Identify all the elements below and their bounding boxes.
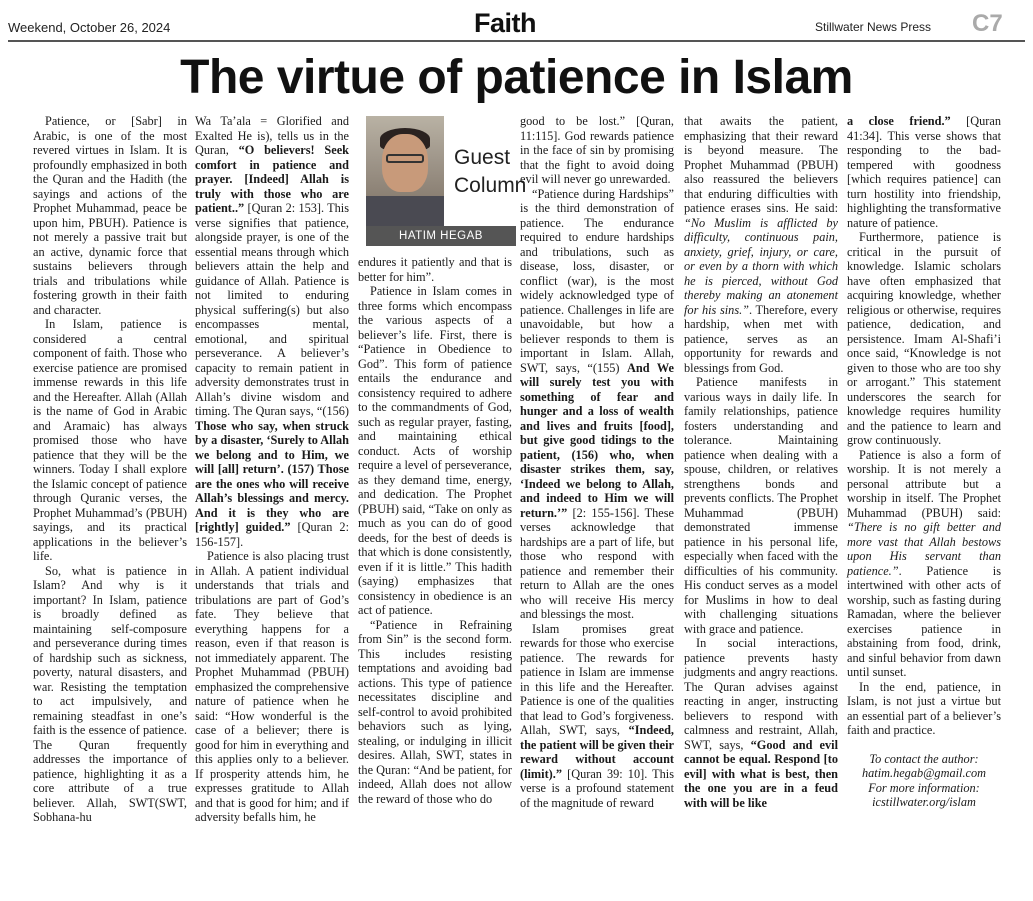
newspaper-name: Stillwater News Press bbox=[815, 20, 932, 34]
article-column-6: a close friend.” [Quran 41:34]. This verse shows that responding to the bad-tempered with goodness [which requires patience] can turn hostility into friendship, highlighting the transformative nature of patience. Furthermore, patience is critical in the pursuit of knowledge. Islamic scholars have often emphasized that acquiring knowledge, whether religious or otherwise, requires patience, dedication, and persistence. Imam Al-Shafi’i once said, “Knowledge is not given to those who are too shy or arrogant.” This statement underscores the search for knowledge requires humility and the patience to learn and grow continuously. Patience is also a form of worship. It is not merely a personal attribute but a worship in itself. The Prophet Muhammad (PBUH) said: “There is no gift better and more vast that Allah bestows upon His servant than patience.”. Patience is intertwined with other acts of worship, such as fasting during Ramadan, where the believer exercises patience in abstaining from food, drink, and sinful behavior from dawn until sunset. In the end, patience, in Islam, is not just a virtue but an essential part of a believer’s faith and practice. To contact the author: hatim.hegab@gmail.com For more information: icstillwater.org/islam bbox=[847, 114, 1001, 809]
guest-label-line-2: Column bbox=[454, 174, 527, 197]
contact-email[interactable]: hatim.hegab@gmail.com bbox=[861, 766, 987, 780]
issue-date: Weekend, October 26, 2024 bbox=[8, 20, 171, 35]
article-column-1: Patience, or [Sabr] in Arabic, is one of the most revered virtues in Islam. It is profoundly emphasized in both the Quran and the Hadith (the sayings and actions of the Prophet Muhammad, peace be upon him, PBUH). Patience is not merely a passive trait but an active, dynamic force that sustains believers through trials and tribulations while fostering growth in their faith and character. In Islam, patience is considered a central component of faith. Those who exercise patience are promised immense rewards in this life and the Hereafter. Allah (Allah is the name of God in Arabic and Aramaic) has always promised those who have patience that they will be the winners. Today I shall explore the Islamic concept of patience through Quranic verses, the Prophet Muhammad’s (PBUH) sayings, and its practical applications in the believer’s life. So, what is patience in Islam? And why is it important? In Islam, patience is broadly defined as maintaining self-composure and perseverance during times of hardship such as sickness, poverty, natural disasters, and war. Resisting the temptation to act impulsively, and remaining steadfast in one’s faith is the essence of patience. The Quran frequently addresses the importance of patience, highlighting it as a core attribute of a true believer. Allah, SWT(SWT, Sobhana-hu bbox=[33, 114, 187, 824]
page-number: C7 bbox=[972, 10, 1003, 37]
guest-column-box bbox=[358, 114, 527, 248]
article-column-4: good to be lost.” [Quran, 11:115]. God rewards patience in the face of sin by promising that the fight to avoid doing evil will never go unrewarded. “Patience during Hardships” is the third demonstration of patience. The endurance required to endure hardships and tribulations, such as disease, loss, disaster, or conflict (war), is the most widely acknowledged type of patience. Challenges in life are unavoidable, but how a believer responds to them is important in Islam. Allah, SWT, says, “(155) And We will surely test you with something of fear and hunger and a loss of wealth and lives and fruits [food], but give good tidings to the patient, (156) who, when disaster strikes them, say, ‘Indeed we belong to Allah, and indeed to Him we will return.’” [2: 155-156]. These verses acknowledge that hardships are a part of life, but those who respond with patience and remember their return to Allah are the ones who will receive His mercy and blessings the most. Islam promises great rewards for those who exercise patience. The rewards for patience in Islam are immense in this life and the Hereafter. Patience is one of the qualities that lead to God’s forgiveness. Allah, SWT, says, “Indeed, the patient will be given their reward without account (limit).” [Quran 39: 10]. This verse is a profound statement of the magnitude of reward bbox=[520, 114, 674, 810]
author-byline: HATIM HEGAB bbox=[366, 226, 516, 246]
headline: The virtue of patience in Islam bbox=[180, 51, 853, 104]
article-column-2: Wa Ta’ala = Glorified and Exalted He is), tells us in the Quran, “O believers! Seek comfort in patience and prayer. [Indeed] Allah is truly with those who are patient..” [Quran 2: 153]. This verse signifies that patience, alongside prayer, is one of the essential means through which believers attain the help and guidance of Allah. Patience is not limited to enduring physical suffering(s) but also encompasses mental, emotional, and spiritual perseverance. A believer’s capacity to remain patient in adversity demonstrates trust in Allah’s divine wisdom and timing. The Quran says, “(156) Those who say, when struck by a disaster, ‘Surely to Allah we belong and to Him, we will [all] return’. (157) Those are the ones who will receive Allah’s blessings and mercy. And it is they who are [rightly] guided.” [Quran 2: 156-157]. Patience is also placing trust in Allah. A patient individual understands that trials and tribulations are part of God’s fate. They believe that everything happens for a reason, even if that reason is not immediately apparent. The Prophet Muhammad (PBUH) emphasized the comprehensive nature of patience when he said: “How wonderful is the case of a believer; there is good for him in everything and this applies only to a believer. If prosperity attends him, he expresses gratitude to Allah and that is good for him; and if adversity befalls him, he bbox=[195, 114, 349, 824]
contact-website[interactable]: icstillwater.org/islam bbox=[872, 795, 976, 809]
section-title: Faith bbox=[474, 8, 536, 38]
guest-column-label bbox=[454, 144, 526, 200]
author-photo bbox=[366, 116, 444, 226]
article-column-3: endures it patiently and that is better for him”. Patience in Islam comes in three forms which encompass the various aspects of a believer’s life. First, there is “Patience in Obedience to God”. This form of patience entails the endurance and consistency required to adhere to the commandments of God, such as regular prayer, fasting, and maintaining ethical conduct. Acts of worship require a level of perseverance, as they demand time, energy, and dedication. The Prophet (PBUH) said, “Take on only as much as you can do of good deeds, for the best of deeds is that which is done consistently, even if it is little.” This hadith (saying) emphasizes that consistency in obedience is an act of patience. “Patience in Refraining from Sin” is the second form. This includes resisting temptations and avoiding bad actions. This type of patience necessitates discipline and self-control to avoid prohibited behaviors such as lying, stealing, or indulging in illicit desires. Allah, SWT, states in the Quran: “And be patient, for indeed, Allah does not allow the reward of those who do bbox=[358, 255, 512, 806]
page-header bbox=[0, 0, 1033, 48]
contact-line-1: To contact the author: bbox=[869, 751, 979, 766]
article-column-5: that awaits the patient, emphasizing that their reward is beyond measure. The Prophet Muhammad (PBUH) also reassured the believers that enduring difficulties with patience erases sins. He said: “No Muslim is afflicted by difficulty, continuous pain, anxiety, grief, injury, or care, or even by a thorn with which he is pierced, without God thereby making an atonement for his sins.”. Therefore, every hardship, when met with patience, serves as an opportunity for rewards and blessings from God. Patience manifests in various ways in daily life. In family relationships, patience fosters understanding and tolerance. Maintaining patience when dealing with a spouse, children, or relatives strengthens bonds and prevents conflicts. The Prophet Muhammad (PBUH) demonstrated immense patience in his personal life, especially when faced with the difficulties of his community. His conduct serves as a model for Muslims in how to deal with challenging situations with grace and patience. In social interactions, patience prevents hasty judgments and angry reactions. The Quran advises against reacting in anger, instructing believers to respond with calmness and restraint, Allah, SWT, says, “Good and evil cannot be equal. Respond [to evil] with what is best, then the one you are in a feud with will be like bbox=[684, 114, 838, 810]
guest-label-line-1: Guest bbox=[454, 146, 511, 169]
header-rule bbox=[8, 40, 1025, 42]
contact-line-3: For more information: bbox=[868, 780, 980, 795]
